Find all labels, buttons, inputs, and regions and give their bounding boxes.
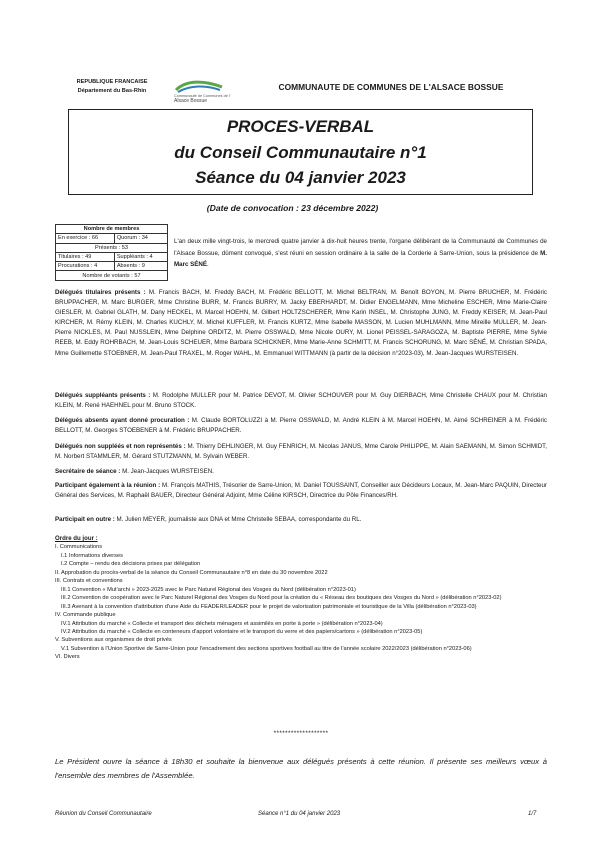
participants-label: Participant également à la réunion : [55, 482, 161, 489]
logo-text-2: Alsace Bossue [174, 97, 208, 104]
members-proxies: Procurations : 4 [56, 262, 115, 271]
members-holders: Titulaires : 49 [56, 252, 115, 261]
participants-paragraph [55, 481, 547, 501]
agenda-item: I. Communications [55, 544, 103, 551]
members-present: Présents : 53 [56, 243, 168, 252]
agenda-item: III.3 Avenant à la convention d'attribution d'une Aide du FEADER/LEADER pour le projet de valorisation patrimoniale et touristique de la Villa (délibération n°2023-03) [61, 603, 477, 610]
president-name: M. Marc SÉNÉ [174, 249, 547, 269]
republic-label: REPUBLIQUE FRANCAISE [76, 79, 148, 85]
agenda-item: IV. Commande publique [55, 612, 116, 619]
members-voters: Nombre de votants : 57 [56, 271, 168, 280]
intro-paragraph [174, 236, 547, 271]
department-label: Département du Bas-Rhin [77, 88, 147, 94]
footer-page-number: 1/7 [528, 811, 537, 817]
agenda-item: I.1 Informations diverses [61, 552, 123, 559]
procuration-label: Délégués absents ayant donné procuration : [55, 417, 190, 424]
members-header: Nombre de membres [56, 225, 168, 234]
agenda-item: VI. Divers [55, 654, 80, 661]
title-line-2: du Conseil Communautaire n°1 [174, 143, 427, 162]
republic-header [57, 78, 167, 96]
agenda-item: III. Contrats et conventions [55, 578, 123, 585]
suppleants-paragraph [55, 391, 547, 411]
members-absent: Absents : 9 [114, 262, 167, 271]
separator-stars: ******************* [273, 730, 329, 737]
titulaires-paragraph [55, 288, 547, 359]
title-line-3: Séance du 04 janvier 2023 [195, 168, 406, 187]
outre-paragraph [55, 515, 547, 525]
alsace-bossue-logo [174, 78, 231, 104]
secretaire-text: M. Jean-Jacques WURSTEISEN. [120, 468, 214, 475]
logo-swoosh-icon [174, 78, 224, 94]
convocation-date: (Date de convocation : 23 décembre 2022) [206, 203, 379, 213]
title-line-1: PROCES-VERBAL [226, 117, 375, 136]
participants-text: M. François MATHIS, Trésorier de Sarre-Union, M. Daniel TOUSSAINT, Conseiller aux Décideurs Locaux, M. Jean-Marc PAQUIN, Directeur Général des Services, M. Raphaël BAUER, Directeur Général Adjoint, Mme Céline KIRSCH, Directrice du Pôle Finances/RH. [55, 482, 547, 500]
members-in-office: En exercice : 66 [56, 234, 115, 243]
agenda-item: III.2 Convention de coopération avec le Parc Naturel Régional des Vosges du Nord pour la création du « Réseau des boutiques des Vosges du Nord » (délibération n°2023-02) [61, 595, 502, 602]
titulaires-label: Délégués titulaires présents : [55, 289, 146, 296]
non-suppleants-label: Délégués non suppléés et non représentés : [55, 443, 186, 450]
intro-text: L'an deux mille vingt-trois, le mercredi quatre janvier à dix-huit heures trente, l'organe délibérant de la Communauté de Communes de l'Alsace Bossue, dûment convoqué, s'est réuni en session ordinaire à la salle de la Corderie à Sarre-Union, sous la présidence de [174, 238, 547, 257]
agenda-item: III.1 Convention « Mut'archi » 2023-2025 avec le Parc Naturel Régional des Vosges du Nord (délibération n°2023-01) [61, 586, 356, 593]
community-name: COMMUNAUTE DE COMMUNES DE L'ALSACE BOSSUE [278, 82, 504, 92]
members-table [55, 224, 168, 281]
footer-center: Séance n°1 du 04 janvier 2023 [258, 811, 341, 817]
suppleants-label: Délégués suppléants présents : [55, 392, 151, 399]
intro-end: . [207, 261, 209, 269]
procuration-paragraph [55, 416, 547, 436]
agenda-item: IV.1 Attribution du marché « Collecte et transport des déchets ménagers et assimilés en porte à porte » (délibération n°2023-04) [61, 620, 383, 627]
secretaire-paragraph [55, 467, 547, 477]
logo-text-1: Communauté de Communes de l' [174, 94, 231, 98]
agenda-item: V. Subventions aux organismes de droit privés [55, 637, 172, 644]
agenda [55, 535, 547, 662]
outre-label: Participait en outre : [55, 516, 115, 523]
footer-left: Réunion du Conseil Communautaire [55, 811, 152, 817]
agenda-item: V.1 Subvention à l'Union Sportive de Sarre-Union pour l'encadrement des sections sportives football au titre de l'année scolaire 2022/2023 (délibération n°2023-06) [61, 645, 472, 652]
members-quorum: Quorum : 34 [114, 234, 167, 243]
title-box [68, 109, 533, 195]
non-suppleants-text: M. Thierry DEHLINGER, M. Guy FENRICH, M. Nicolas JANUS, Mme Carole PHILIPPE, M. Alain SAEMANN, M. Simon SCHMIDT, M. Norbert STAMMLER, M. Gérard STUTZMANN, M. Sylvain WEBER. [55, 443, 547, 461]
closing-paragraph: Le Président ouvre la séance à 18h30 et souhaite la bienvenue aux délégués présents à cette réunion. Il présente ses meilleurs vœux à l'ensemble des membres de l'Assemblée. [55, 757, 547, 780]
procuration-text: M. Claude BORTOLUZZI à M. Pierre OSSWALD, M. André KLEIN à M. Marcel HOEHN, M. Aimé SCHREINER à M. Frédéric BELLOTT, M. Georges STOEBENER à M. Frédéric BRUPPACHER. [55, 417, 548, 435]
agenda-item: I.2 Compte – rendu des décisions prises par délégation [61, 561, 201, 568]
agenda-item: IV.2 Attribution du marché « Collecte en conteneurs d'apport volontaire et le transport du verre et des papiers/cartons » (délibération n°2023-05) [61, 628, 423, 635]
suppleants-text: M. Rodolphe MULLER pour M. Patrice DEVOT, M. Olivier SCHOUVER pour M. Guy DIERBACH, Mme Christelle CHAUX pour M. Christian KLEIN, M. René HAEHNEL pour M. Bruno STOCK. [55, 392, 547, 410]
agenda-item: II. Approbation du procès-verbal de la séance du Conseil Communautaire n°8 en date du 30 novembre 2022 [55, 569, 328, 576]
outre-text: M. Julien MEYER, journaliste aux DNA et Mme Christelle SEBAA, correspondante du RL. [114, 516, 362, 523]
members-substitutes: Suppléants : 4 [114, 252, 167, 261]
non-suppleants-paragraph [55, 442, 547, 462]
titulaires-text: M. Francis BACH, M. Freddy BACH, M. Frédéric BELLOTT, M. Michel BELTRAN, M. Benoît BOYON, M. Pierre BRUCHER, M. Frédéric BRUPPACHER, M. Marc BURGER, Mme Christine BURR, M. Francis BURRY, M. Jacky EBERHARDT, M. Didier ENGELMANN, Mme Micheline ESCHER, Mme Marie-Claire GIESLER, M. Gabriel GLATH, M. Dany HECKEL, M. Marcel HOEHN, M. Gilbert HOLTZSCHERER, Mme Karin INSEL, M. Christophe JUNG, M. Freddy KEISER, M. Jean-Paul KIRCHER, M. Rémy KLEIN, M. Charles KUCHLY, M. Michel KUFFLER, M. Francis KURTZ, Mme Isabelle MASSON, M. Lucien MUHLMANN, Mme Mireille MULLER, M. Jean-Pierre NICKLES, M. Paul NUSSLEIN, Mme Delphine ORDITZ, M. Pierre OSSWALD, Mme Nicole OURY, M. Lionel PEISSEL-SARAGOZA, M. Baptiste PIERRE, Mme Sylvie REEB, M. Eddy ROHRBACH, M. Jean-Louis SCHEUER, Mme Barbara SCHICKNER, Mme Marie-Anne SCHMITT, M. Francis SCHORUNG, M. Marc SÉNÉ, M. Christian SPADA, Mme Guillemette STOEBNER, M. Jean-Paul TRAXEL, M. Roger WAHL, M. Emmanuel WITTMANN (à partir de la décision n°2023-03), M. Jean-Jacques WURSTEISEN. [55, 289, 547, 357]
secretaire-label: Secrétaire de séance : [55, 468, 121, 475]
agenda-title: Ordre du jour : [55, 535, 98, 542]
